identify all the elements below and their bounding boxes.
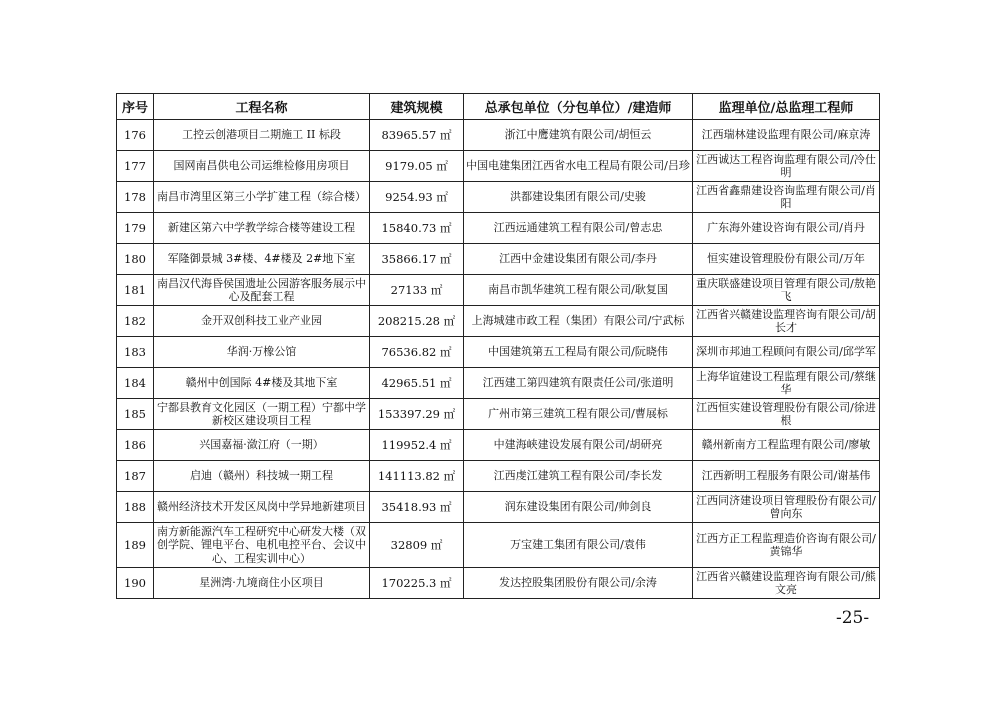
cell-no: 189 bbox=[117, 523, 154, 568]
cell-contractor: 江西远通建筑工程有限公司/曾志忠 bbox=[464, 213, 693, 244]
cell-supervisor: 江西新明工程服务有限公司/谢基伟 bbox=[693, 461, 880, 492]
cell-no: 182 bbox=[117, 306, 154, 337]
project-table bbox=[116, 93, 880, 599]
cell-contractor: 万宝建工集团有限公司/袁伟 bbox=[464, 523, 693, 568]
table-row bbox=[117, 120, 880, 151]
header-name: 工程名称 bbox=[154, 94, 370, 120]
cell-name: 国网南昌供电公司运维检修用房项目 bbox=[154, 151, 370, 182]
cell-contractor: 润东建设集团有限公司/帅剑良 bbox=[464, 492, 693, 523]
cell-no: 184 bbox=[117, 368, 154, 399]
table-row bbox=[117, 399, 880, 430]
cell-contractor: 发达控股集团股份有限公司/余涛 bbox=[464, 568, 693, 599]
cell-scale: 32809 ㎡ bbox=[370, 523, 464, 568]
cell-name: 新建区第六中学教学综合楼等建设工程 bbox=[154, 213, 370, 244]
cell-no: 185 bbox=[117, 399, 154, 430]
table-row bbox=[117, 151, 880, 182]
cell-name: 军隆御景城 3#楼、4#楼及 2#地下室 bbox=[154, 244, 370, 275]
table-row bbox=[117, 182, 880, 213]
header-no: 序号 bbox=[117, 94, 154, 120]
cell-scale: 83965.57 ㎡ bbox=[370, 120, 464, 151]
table-row bbox=[117, 213, 880, 244]
cell-supervisor: 江西方正工程监理造价咨询有限公司/黄锦华 bbox=[693, 523, 880, 568]
cell-contractor: 中国建筑第五工程局有限公司/阮晓伟 bbox=[464, 337, 693, 368]
cell-contractor: 浙江中鹰建筑有限公司/胡恒云 bbox=[464, 120, 693, 151]
cell-scale: 9254.93 ㎡ bbox=[370, 182, 464, 213]
cell-scale: 153397.29 ㎡ bbox=[370, 399, 464, 430]
cell-no: 183 bbox=[117, 337, 154, 368]
cell-supervisor: 江西恒实建设管理股份有限公司/徐进根 bbox=[693, 399, 880, 430]
cell-name: 赣州中创国际 4#楼及其地下室 bbox=[154, 368, 370, 399]
header-scale: 建筑规模 bbox=[370, 94, 464, 120]
header-supervisor: 监理单位/总监理工程师 bbox=[693, 94, 880, 120]
cell-supervisor: 深圳市邦迪工程顾问有限公司/邱学军 bbox=[693, 337, 880, 368]
cell-scale: 76536.82 ㎡ bbox=[370, 337, 464, 368]
cell-supervisor: 江西瑞林建设监理有限公司/麻京涛 bbox=[693, 120, 880, 151]
header-contractor: 总承包单位（分包单位）/建造师 bbox=[464, 94, 693, 120]
cell-supervisor: 江西省鑫鼎建设咨询监理有限公司/肖阳 bbox=[693, 182, 880, 213]
table-row bbox=[117, 523, 880, 568]
cell-supervisor: 重庆联盛建设项目管理有限公司/敖艳飞 bbox=[693, 275, 880, 306]
cell-no: 186 bbox=[117, 430, 154, 461]
cell-contractor: 广州市第三建筑工程有限公司/曹展标 bbox=[464, 399, 693, 430]
table-row bbox=[117, 568, 880, 599]
cell-contractor: 洪都建设集团有限公司/史骏 bbox=[464, 182, 693, 213]
cell-supervisor: 江西同济建设项目管理股份有限公司/曾向东 bbox=[693, 492, 880, 523]
cell-no: 177 bbox=[117, 151, 154, 182]
cell-contractor: 上海城建市政工程（集团）有限公司/宁武标 bbox=[464, 306, 693, 337]
table-row bbox=[117, 368, 880, 399]
cell-name: 宁都县教育文化园区（一期工程）宁都中学新校区建设项目工程 bbox=[154, 399, 370, 430]
cell-name: 南昌汉代海昏侯国遗址公园游客服务展示中心及配套工程 bbox=[154, 275, 370, 306]
table-row bbox=[117, 337, 880, 368]
cell-name: 南昌市湾里区第三小学扩建工程（综合楼） bbox=[154, 182, 370, 213]
cell-scale: 35418.93 ㎡ bbox=[370, 492, 464, 523]
cell-scale: 208215.28 ㎡ bbox=[370, 306, 464, 337]
cell-scale: 35866.17 ㎡ bbox=[370, 244, 464, 275]
cell-scale: 42965.51 ㎡ bbox=[370, 368, 464, 399]
cell-name: 工控云创港项目二期施工 II 标段 bbox=[154, 120, 370, 151]
cell-scale: 27133 ㎡ bbox=[370, 275, 464, 306]
table-row bbox=[117, 430, 880, 461]
cell-no: 190 bbox=[117, 568, 154, 599]
cell-no: 178 bbox=[117, 182, 154, 213]
cell-name: 赣州经济技术开发区凤岗中学异地新建项目 bbox=[154, 492, 370, 523]
table-row bbox=[117, 275, 880, 306]
cell-scale: 141113.82 ㎡ bbox=[370, 461, 464, 492]
cell-scale: 9179.05 ㎡ bbox=[370, 151, 464, 182]
table-row bbox=[117, 461, 880, 492]
cell-supervisor: 江西省兴赣建设监理咨询有限公司/熊文亮 bbox=[693, 568, 880, 599]
cell-no: 188 bbox=[117, 492, 154, 523]
table-row bbox=[117, 306, 880, 337]
cell-supervisor: 恒实建设管理股份有限公司/万年 bbox=[693, 244, 880, 275]
cell-no: 187 bbox=[117, 461, 154, 492]
cell-no: 176 bbox=[117, 120, 154, 151]
table-row bbox=[117, 244, 880, 275]
cell-scale: 15840.73 ㎡ bbox=[370, 213, 464, 244]
cell-contractor: 中建海峡建设发展有限公司/胡研亮 bbox=[464, 430, 693, 461]
cell-contractor: 江西中金建设集团有限公司/李丹 bbox=[464, 244, 693, 275]
cell-name: 启迪（赣州）科技城一期工程 bbox=[154, 461, 370, 492]
cell-scale: 119952.4 ㎡ bbox=[370, 430, 464, 461]
table-body bbox=[117, 120, 880, 599]
cell-no: 179 bbox=[117, 213, 154, 244]
cell-name: 兴国嘉福·潋江府（一期） bbox=[154, 430, 370, 461]
cell-no: 180 bbox=[117, 244, 154, 275]
cell-no: 181 bbox=[117, 275, 154, 306]
cell-name: 金开双创科技工业产业园 bbox=[154, 306, 370, 337]
cell-contractor: 江西虔江建筑工程有限公司/李长发 bbox=[464, 461, 693, 492]
cell-contractor: 中国电建集团江西省水电工程局有限公司/吕珍 bbox=[464, 151, 693, 182]
cell-name: 华润·万橡公馆 bbox=[154, 337, 370, 368]
cell-name: 星洲湾·九境商住小区项目 bbox=[154, 568, 370, 599]
cell-supervisor: 赣州新南方工程监理有限公司/廖敏 bbox=[693, 430, 880, 461]
cell-supervisor: 广东海外建设咨询有限公司/肖丹 bbox=[693, 213, 880, 244]
cell-supervisor: 江西诚达工程咨询监理有限公司/冷仕明 bbox=[693, 151, 880, 182]
table-row bbox=[117, 492, 880, 523]
cell-name: 南方新能源汽车工程研究中心研发大楼（双创学院、锂电平台、电机电控平台、会议中心、工程实训中心） bbox=[154, 523, 370, 568]
table-header-row bbox=[117, 94, 880, 120]
cell-supervisor: 上海华谊建设工程监理有限公司/蔡继华 bbox=[693, 368, 880, 399]
cell-supervisor: 江西省兴赣建设监理咨询有限公司/胡长才 bbox=[693, 306, 880, 337]
cell-contractor: 江西建工第四建筑有限责任公司/张道明 bbox=[464, 368, 693, 399]
cell-contractor: 南昌市凯华建筑工程有限公司/耿复国 bbox=[464, 275, 693, 306]
cell-scale: 170225.3 ㎡ bbox=[370, 568, 464, 599]
page-number: -25- bbox=[836, 608, 870, 628]
